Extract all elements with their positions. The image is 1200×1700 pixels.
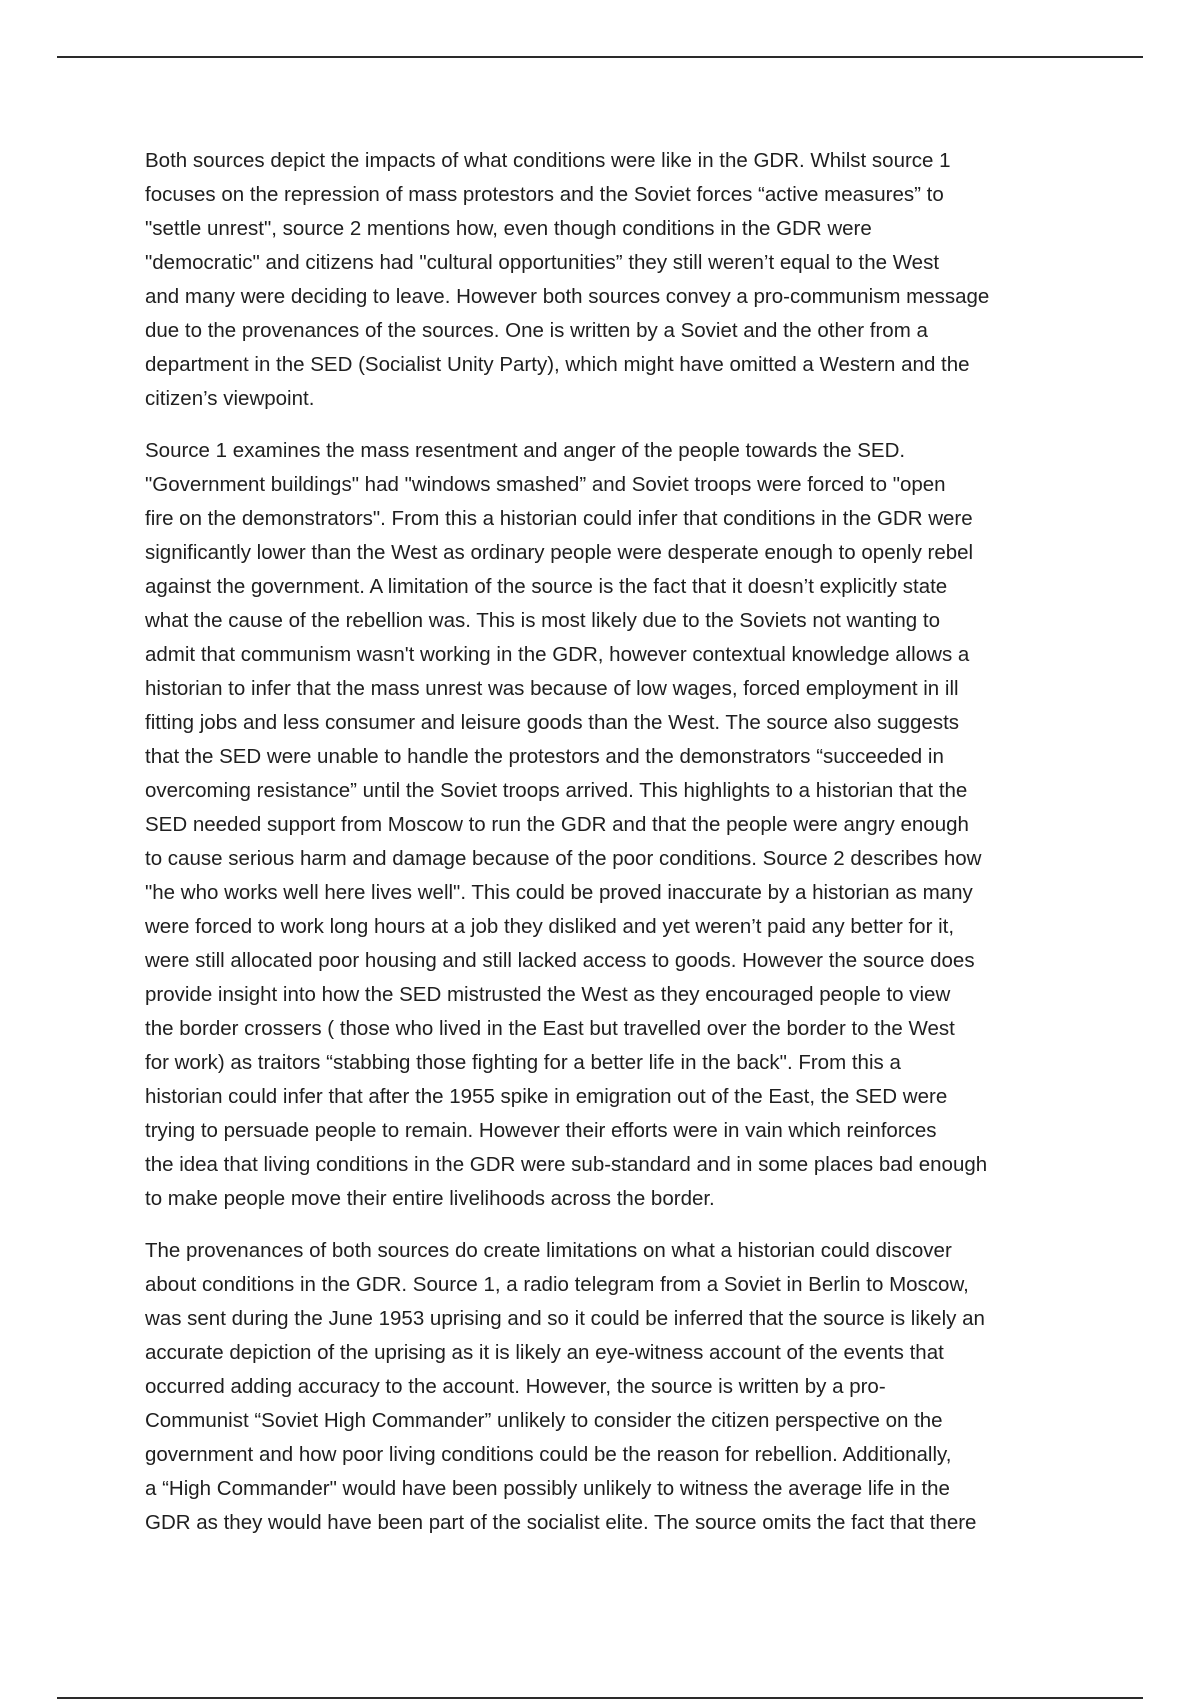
text-line: were forced to work long hours at a job they disliked and yet weren’t paid any better for it, [145,915,955,938]
text-line: SED needed support from Moscow to run the GDR and that the people were angry enough [145,813,969,836]
text-line: trying to persuade people to remain. However their efforts were in vain which reinforces [145,1119,937,1142]
text-line: "democratic" and citizens had "cultural opportunities” they still weren’t equal to the West [145,251,940,274]
text-line: "he who works well here lives well". This could be proved inaccurate by a historian as many [145,881,973,904]
document-body [145,144,1065,1558]
text-line: focuses on the repression of mass protestors and the Soviet forces “active measures” to [145,183,944,206]
text-line: were still allocated poor housing and still lacked access to goods. However the source does [145,949,975,972]
text-line: what the cause of the rebellion was. This is most likely due to the Soviets not wanting to [145,609,940,632]
text-line: "Government buildings" had "windows smashed” and Soviet troops were forced to "open [145,473,946,496]
text-line: GDR as they would have been part of the socialist elite. The source omits the fact that there [145,1511,977,1534]
text-line: the border crossers ( those who lived in the East but travelled over the border to the West [145,1017,955,1040]
text-line: that the SED were unable to handle the protestors and the demonstrators “succeeded in [145,745,944,768]
text-line: and many were deciding to leave. However both sources convey a pro-communism message [145,285,990,308]
header-rule [57,56,1143,58]
text-line: historian to infer that the mass unrest was because of low wages, forced employment in ill [145,677,959,700]
text-line: the idea that living conditions in the GDR were sub-standard and in some places bad enough [145,1153,988,1176]
text-line: provide insight into how the SED mistrusted the West as they encouraged people to view [145,983,951,1006]
text-line: overcoming resistance” until the Soviet troops arrived. This highlights to a historian that the [145,779,968,802]
text-line: department in the SED (Socialist Unity Party), which might have omitted a Western and the [145,353,970,376]
text-line: was sent during the June 1953 uprising and so it could be inferred that the source is likely an [145,1307,985,1330]
text-line: against the government. A limitation of the source is the fact that it doesn’t explicitly state [145,575,948,598]
text-line: fitting jobs and less consumer and leisure goods than the West. The source also suggests [145,711,960,734]
text-line: Communist “Soviet High Commander” unlikely to consider the citizen perspective on the [145,1409,943,1432]
text-line: Both sources depict the impacts of what conditions were like in the GDR. Whilst source 1 [145,149,951,172]
text-line: fire on the demonstrators". From this a historian could infer that conditions in the GDR were [145,507,973,530]
text-line: occurred adding accuracy to the account. However, the source is written by a pro- [145,1375,886,1398]
text-line: significantly lower than the West as ordinary people were desperate enough to openly rebel [145,541,974,564]
footer-rule [57,1697,1143,1699]
text-line: to cause serious harm and damage because of the poor conditions. Source 2 describes how [145,847,982,870]
text-line: government and how poor living conditions could be the reason for rebellion. Additionally, [145,1443,952,1466]
text-line: historian could infer that after the 1955 spike in emigration out of the East, the SED were [145,1085,948,1108]
text-line: "settle unrest", source 2 mentions how, even though conditions in the GDR were [145,217,872,240]
text-line: admit that communism wasn't working in the GDR, however contextual knowledge allows a [145,643,970,666]
text-line: Source 1 examines the mass resentment and anger of the people towards the SED. [145,439,906,462]
paragraph [145,144,1065,416]
paragraph [145,434,1065,1216]
paragraph [145,1234,1065,1540]
text-line: about conditions in the GDR. Source 1, a radio telegram from a Soviet in Berlin to Moscow, [145,1273,969,1296]
text-line: due to the provenances of the sources. One is written by a Soviet and the other from a [145,319,928,342]
text-line: accurate depiction of the uprising as it is likely an eye-witness account of the events that [145,1341,944,1364]
text-line: citizen’s viewpoint. [145,387,315,410]
text-line: for work) as traitors “stabbing those fighting for a better life in the back". From this a [145,1051,901,1074]
text-line: a “High Commander" would have been possibly unlikely to witness the average life in the [145,1477,950,1500]
text-line: The provenances of both sources do create limitations on what a historian could discover [145,1239,952,1262]
text-line: to make people move their entire livelihoods across the border. [145,1187,715,1210]
